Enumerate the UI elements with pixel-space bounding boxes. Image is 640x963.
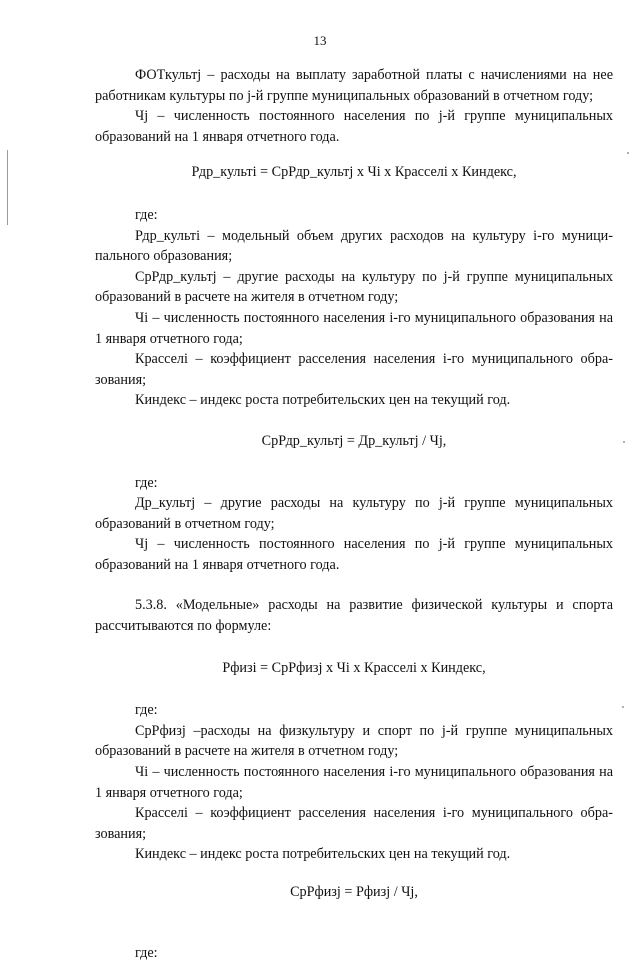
document-body	[95, 65, 613, 963]
definition-item: Рдр_культi – модельный объем других расходов на культуру i-го муниципального образования;	[95, 227, 613, 265]
scan-speck	[627, 152, 629, 154]
where-label: где:	[135, 702, 158, 719]
definition-item: СрРфизj –расходы на физкультуру и спорт по j-й группе муниципальных образований в расчете на жителя в отчетном году;	[95, 722, 613, 760]
formula-other-culture-expenses: Рдр_культi = СрРдр_культj х Чi х Красселi х Киндекс,	[191, 164, 517, 181]
where-label: где:	[135, 206, 158, 223]
section-5-3-8-paragraph: 5.3.8. «Модельные» расходы на развитие физической культуры и спорта рассчитываются по формуле:	[95, 597, 613, 635]
formula-sport-expenses: Рфизi = СрРфизj х Чi х Красселi х Киндекс,	[222, 659, 486, 676]
definition-item: Красселi – коэффициент расселения населения i-го муниципального образования;	[95, 805, 613, 842]
definition-item: Киндекс – индекс роста потребительских цен на текущий год.	[135, 392, 511, 409]
definition-item: Чi – численность постоянного населения i-го муниципального образования на 1 января отчетного года;	[95, 764, 613, 801]
paragraph-population: Чj – численность постоянного населения по j-й группе муниципальных образований на 1 января отчетного года.	[95, 108, 613, 145]
definition-item: Чi – численность постоянного населения i-го муниципального образования на 1 января отчетного года;	[95, 309, 613, 347]
formula-average-sport-expenses: СрРфизj = Рфизj / Чj,	[290, 884, 418, 900]
where-label: где:	[135, 944, 158, 961]
scan-speck	[622, 706, 624, 708]
scan-edge-mark	[7, 150, 8, 225]
definition-item: СрРдр_культj – другие расходы на культуру по j-й группе муниципальных образований в расчете на жителя в отчетном году;	[95, 268, 613, 306]
definition-item: Киндекс – индекс роста потребительских цен на текущий год.	[135, 846, 511, 863]
page-number: 13	[313, 33, 327, 48]
where-label: где:	[135, 474, 158, 491]
definition-item: Чj – численность постоянного населения по j-й группе муниципальных образований на 1 января отчетного года.	[95, 536, 613, 573]
definition-item: Красселi – коэффициент расселения населения i-го муниципального образования;	[95, 351, 613, 388]
formula-average-other-culture-expenses: СрРдр_культj = Др_культj / Чj,	[261, 432, 447, 449]
scan-speck	[623, 441, 625, 443]
paragraph-fot: ФОТкультj – расходы на выплату заработной платы с начислениями на нее работникам культуры по j-й группе муниципальных образований в отчетном году;	[95, 67, 613, 104]
definition-item: Др_культj – другие расходы на культуру по j-й группе муниципальных образований в отчетном году;	[95, 495, 613, 532]
